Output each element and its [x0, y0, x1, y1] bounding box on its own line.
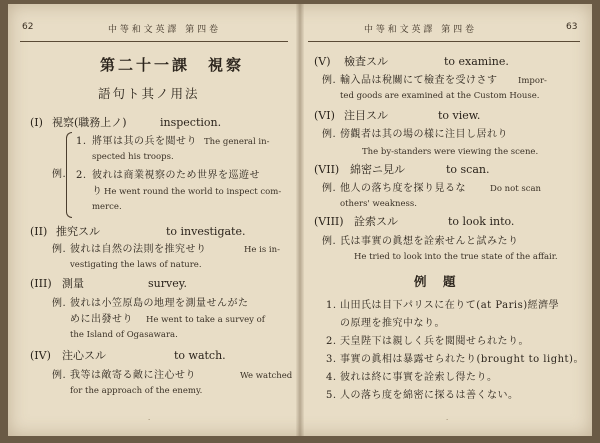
example-english: The general in-	[204, 137, 270, 147]
item-term: 注目スル	[344, 109, 388, 122]
item-term: 詮索スル	[354, 215, 398, 228]
exercise-text: 天皇陛下は親しく兵を閲閱せられたり。	[340, 336, 529, 347]
example-mark: 例.	[52, 370, 67, 381]
example-mark: 例.	[322, 129, 337, 140]
item-english: survey.	[148, 277, 187, 290]
left-page	[8, 4, 300, 436]
example-english: merce.	[92, 202, 122, 212]
example-mark: 例.	[322, 236, 337, 247]
example-japanese: 彼れは小笠原島の地理を測量せんがた	[70, 298, 249, 309]
header-rule	[20, 41, 288, 42]
page-ornament: ·	[148, 416, 151, 424]
item-english: to view.	[438, 109, 481, 122]
item-english: to examine.	[444, 55, 509, 68]
header-rule	[308, 41, 580, 42]
example-number: 2.	[76, 170, 87, 181]
example-english: He is in-	[244, 245, 280, 255]
item-term: 推究スル	[56, 225, 100, 238]
example-english: He went to take a survey of	[146, 315, 265, 325]
item-number: (III)	[30, 277, 52, 290]
example-japanese: 他人の落ち度を探り見るな	[340, 183, 466, 194]
exercise-text: 山田氏は目下パリスに在りて(at Paris)經濟學	[340, 300, 560, 311]
example-english: the Island of Ogasawara.	[70, 330, 178, 340]
item-number: (VIII)	[314, 215, 344, 228]
example-english: others' weakness.	[340, 199, 417, 209]
example-japanese: 傍觀者は其の場の樣に注目し居れり	[340, 129, 508, 140]
example-english: The by-standers were viewing the scene.	[362, 147, 539, 157]
item-number: (V)	[314, 55, 331, 68]
example-english: He went round the world to inspect com-	[104, 187, 282, 197]
example-japanese: 彼れは自然の法則を推究せり	[70, 244, 207, 255]
item-term: 檢査スル	[344, 55, 388, 68]
item-number: (I)	[30, 116, 43, 129]
item-number: (VI)	[314, 109, 335, 122]
item-number: (II)	[30, 225, 48, 238]
exercise-text: 人の落ち度を綿密に探るは善くない。	[340, 390, 519, 401]
example-japanese: り	[92, 186, 103, 197]
running-header: 中 等 和 文 英 譯 第 四 卷	[364, 25, 475, 35]
item-english: to investigate.	[166, 225, 246, 238]
item-english: to look into.	[448, 215, 515, 228]
example-japanese: 輸入品は稅關にて檢査を受けさす	[340, 75, 498, 86]
lesson-title: 第二十一課 視察	[100, 56, 245, 74]
example-japanese: めに出發せり	[70, 314, 133, 325]
example-number: 1.	[76, 136, 87, 147]
example-japanese: 將軍は其の兵を閲せり	[92, 136, 197, 147]
page-number: 62	[22, 22, 34, 32]
page-ornament: ·	[446, 416, 449, 424]
exercises-title: 例 題	[414, 274, 458, 289]
running-header: 中 等 和 文 英 譯 第 四 卷	[108, 25, 219, 35]
example-english: He tried to look into the true state of the affair.	[354, 252, 558, 262]
right-page	[300, 4, 592, 436]
lesson-subtitle: 語句ト其ノ用法	[98, 86, 200, 101]
item-english: to watch.	[174, 349, 226, 362]
example-english: Do not scan	[490, 184, 542, 194]
example-mark: 例.	[52, 244, 67, 255]
item-english: inspection.	[160, 116, 222, 129]
item-term: 綿密ニ見ル	[350, 163, 405, 176]
item-term: 注心スル	[62, 349, 106, 362]
exercise-number: 1.	[326, 300, 337, 311]
example-brace	[66, 132, 72, 218]
exercise-number: 5.	[326, 390, 337, 401]
example-english: for the approach of the enemy.	[70, 386, 203, 396]
exercise-number: 2.	[326, 336, 337, 347]
item-term: 視察(職務上ノ)	[52, 116, 127, 129]
exercise-text: の原理を推究中なり。	[340, 318, 445, 329]
item-english: to scan.	[446, 163, 490, 176]
exercise-number: 4.	[326, 372, 337, 383]
example-mark: 例.	[52, 298, 67, 309]
example-mark: 例.	[322, 183, 337, 194]
page-number: 63	[566, 22, 578, 32]
item-number: (IV)	[30, 349, 51, 362]
example-japanese: 氏は事實の眞想を詮索せんと試みたり	[340, 236, 519, 247]
example-english: spected his troops.	[92, 152, 174, 162]
example-english: Impor-	[518, 76, 547, 86]
exercise-text: 事實の眞相は暴露せられたり(brought to light)。	[340, 354, 584, 365]
item-term: 測量	[62, 277, 84, 290]
exercise-number: 3.	[326, 354, 337, 365]
example-japanese: 彼れは商業視察のため世界を巡遊せ	[92, 170, 260, 181]
example-mark: 例.	[52, 169, 67, 180]
item-number: (VII)	[314, 163, 340, 176]
example-english: We watched	[240, 371, 293, 381]
book-spread	[8, 4, 592, 436]
example-japanese: 我等は敵寄る敵に注心せり	[70, 370, 196, 381]
example-english: vestigating the laws of nature.	[70, 260, 202, 270]
example-mark: 例.	[322, 75, 337, 86]
example-english: ted goods are examined at the Custom House.	[340, 91, 540, 101]
exercise-text: 彼れは終に事實を詮索し得たり。	[340, 372, 498, 383]
